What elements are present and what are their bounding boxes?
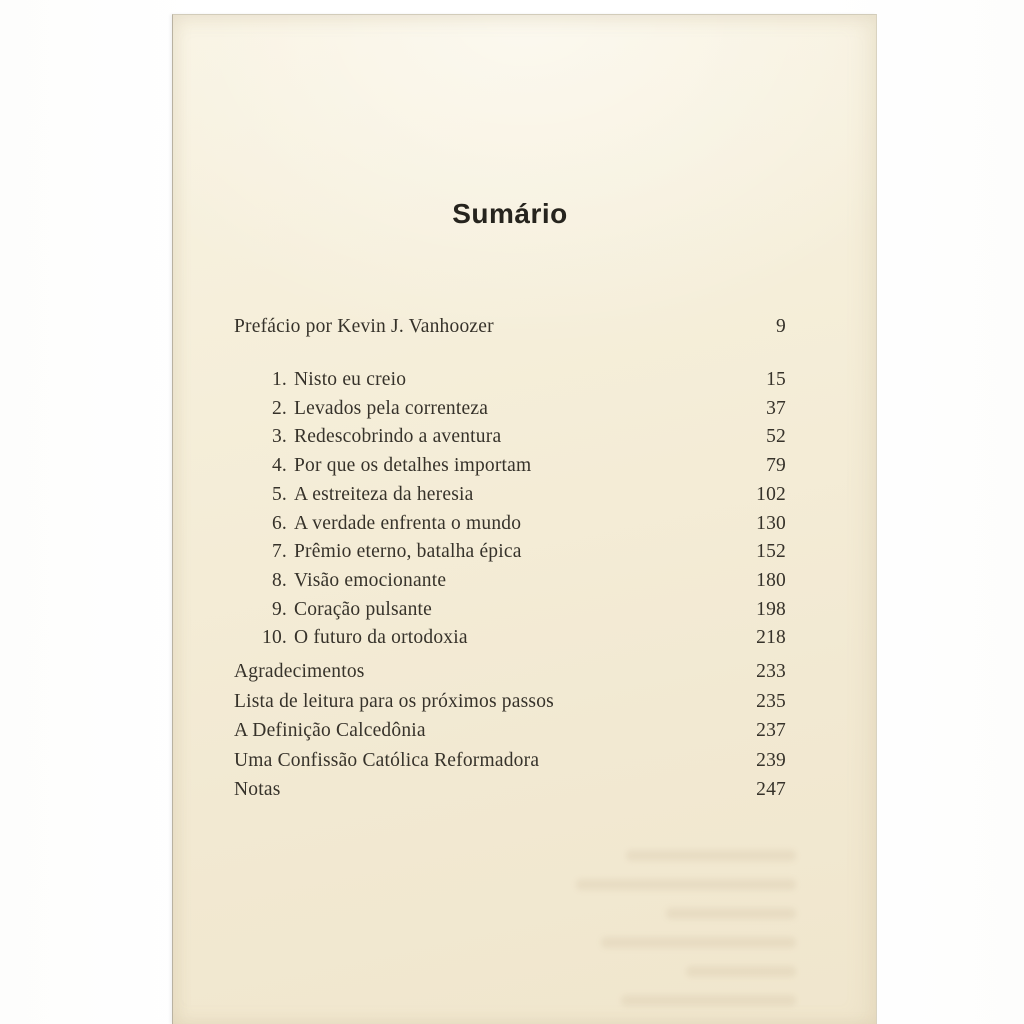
- ghost-showthrough: [536, 850, 796, 1024]
- toc-preface-row: [234, 312, 786, 341]
- toc-back-matter-row: [234, 775, 786, 805]
- entry-page-number: 9: [776, 316, 786, 337]
- toc-chapter-row: [234, 510, 786, 539]
- ghost-line: [686, 966, 796, 977]
- chapter-number: 8.: [271, 569, 287, 591]
- toc-chapter-row: [234, 596, 786, 625]
- ghost-line: [626, 850, 796, 861]
- entry-page-number: 198: [756, 598, 786, 620]
- entry-label: A Definição Calcedônia: [234, 720, 426, 742]
- ghost-line: [601, 937, 796, 948]
- entry-label: Prefácio por Kevin J. Vanhoozer: [234, 316, 494, 337]
- entry-page-number: 37: [766, 397, 786, 419]
- toc-back-matter-row: [234, 716, 786, 746]
- entry-page-number: 102: [756, 483, 786, 505]
- entry-label: Uma Confissão Católica Reformadora: [234, 749, 540, 771]
- entry-page-number: 180: [756, 569, 786, 591]
- entry-page-number: 15: [766, 369, 786, 390]
- ghost-line: [621, 995, 796, 1006]
- chapter-number: 2.: [271, 397, 287, 419]
- chapter-number: 6.: [271, 512, 287, 534]
- entry-page-number: 79: [766, 455, 786, 477]
- chapter-list: [234, 366, 786, 653]
- toc-chapter-row: [234, 567, 786, 596]
- book-page: [172, 14, 877, 1024]
- table-of-contents: [234, 15, 786, 805]
- toc-chapter-row: [234, 423, 786, 452]
- ghost-line: [666, 908, 796, 919]
- toc-back-matter-row: [234, 657, 786, 687]
- entry-label: Nisto eu creio: [294, 369, 407, 390]
- chapter-number: 9.: [271, 598, 287, 620]
- entry-page-number: 152: [756, 541, 786, 563]
- page-title: Sumário: [452, 198, 568, 229]
- entry-page-number: 237: [756, 720, 786, 742]
- toc-chapter-row: [234, 395, 786, 424]
- entry-label: Agradecimentos: [234, 661, 365, 683]
- chapter-number: 5.: [271, 483, 287, 505]
- ghost-line: [576, 879, 796, 890]
- toc-chapter-row: [234, 366, 786, 395]
- toc-chapter-row: [234, 481, 786, 510]
- entry-label: Levados pela correnteza: [294, 397, 489, 419]
- entry-page-number: 130: [756, 512, 786, 534]
- entry-label: Lista de leitura para os próximos passos: [234, 690, 554, 712]
- entry-label: A verdade enfrenta o mundo: [294, 512, 522, 534]
- entry-label: Coração pulsante: [294, 598, 433, 620]
- entry-label: Por que os detalhes importam: [294, 455, 532, 477]
- entry-page-number: 52: [766, 426, 786, 448]
- toc-chapter-row: [234, 538, 786, 567]
- entry-page-number: 235: [756, 690, 786, 712]
- chapter-number: 1.: [271, 369, 287, 390]
- chapter-number: 7.: [271, 541, 287, 563]
- entry-page-number: 247: [756, 779, 786, 801]
- entry-label: A estreiteza da heresia: [294, 483, 474, 505]
- toc-chapter-row: [234, 624, 786, 653]
- entry-page-number: 239: [756, 749, 786, 771]
- chapter-number: 4.: [271, 455, 287, 477]
- chapter-number: 10.: [262, 627, 287, 649]
- back-matter-list: [234, 657, 786, 805]
- entry-label: O futuro da ortodoxia: [294, 627, 468, 649]
- entry-label: Visão emocionante: [294, 569, 447, 591]
- entry-label: Notas: [234, 779, 281, 801]
- entry-page-number: 218: [756, 627, 786, 649]
- chapter-number: 3.: [271, 426, 287, 448]
- toc-back-matter-row: [234, 687, 786, 717]
- entry-page-number: 233: [756, 661, 786, 683]
- entry-label: Prêmio eterno, batalha épica: [294, 541, 522, 563]
- toc-chapter-row: [234, 452, 786, 481]
- entry-label: Redescobrindo a aventura: [294, 426, 502, 448]
- toc-back-matter-row: [234, 746, 786, 776]
